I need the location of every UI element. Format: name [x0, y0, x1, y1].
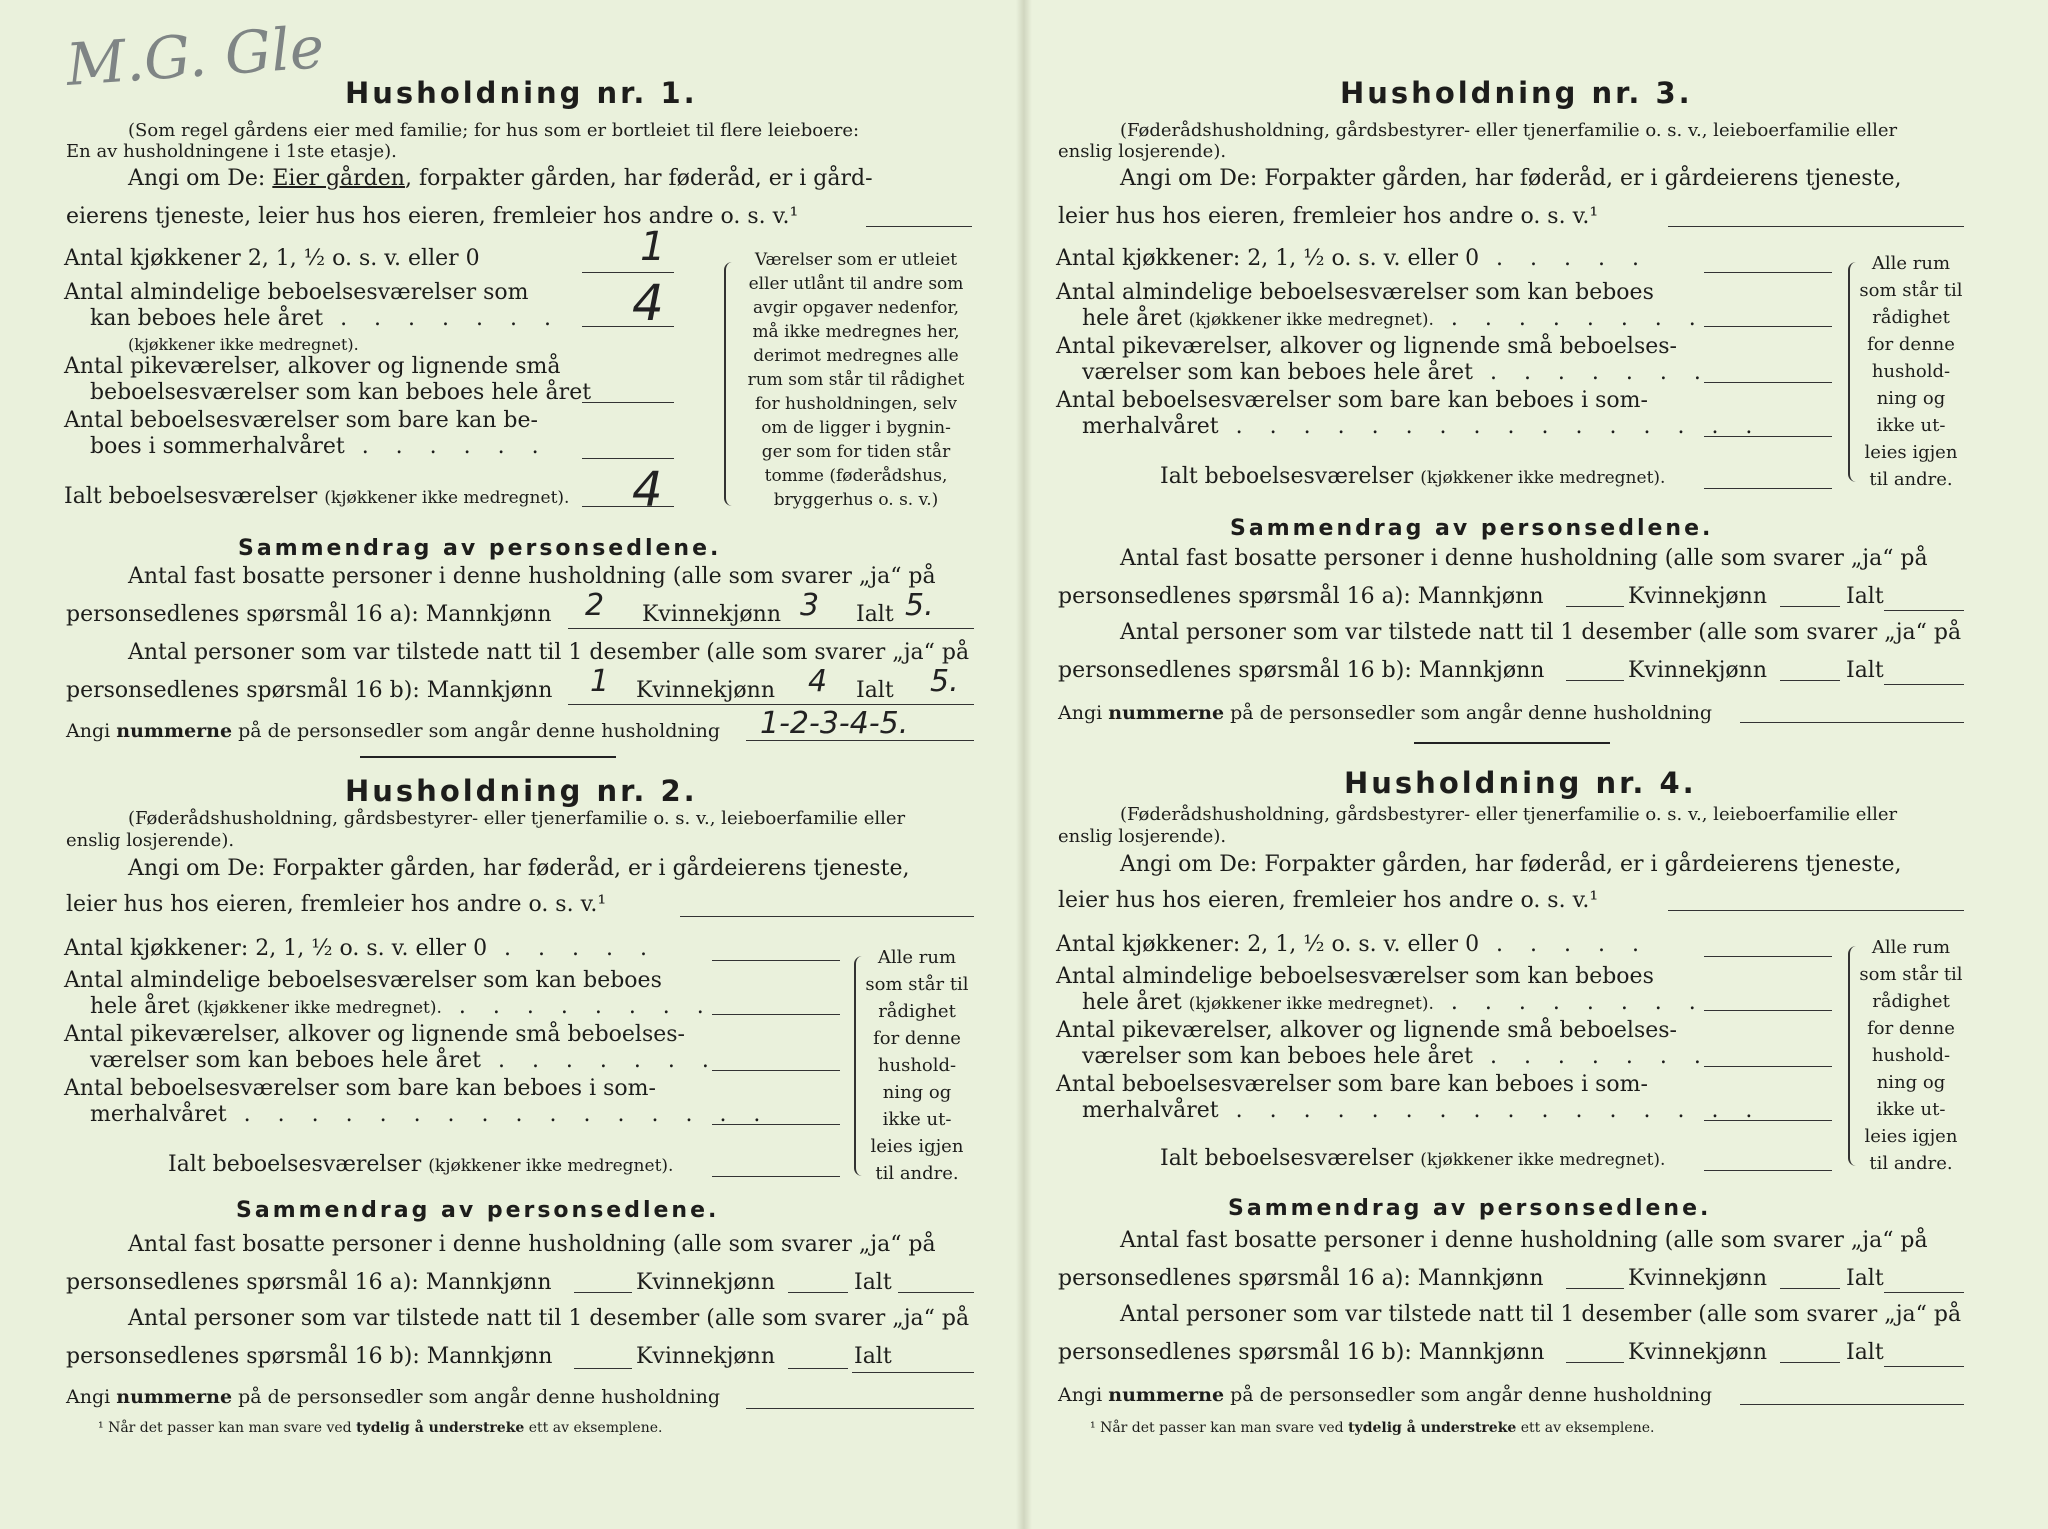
kvinnekjonn-label: Kvinnekjønn: [642, 602, 781, 627]
side-line: leies igjen: [1864, 442, 1958, 463]
answer-line: [1884, 1366, 1964, 1367]
kvinnekjonn-label: Kvinnekjønn: [1628, 658, 1767, 683]
household-4-ialt: [1160, 1146, 1665, 1171]
side-line: som står til: [865, 974, 969, 995]
kvinnekjonn-label: Kvinnekjønn: [1628, 584, 1767, 609]
num-label: Angi: [66, 720, 117, 742]
answer-line: [1704, 1066, 1832, 1067]
ialt-label: Ialt: [854, 1344, 892, 1369]
left-brace: [724, 262, 736, 506]
answer-line: [746, 1408, 974, 1409]
household-1-mann-16b: 1: [590, 664, 610, 699]
household-1-pike-line-1: Antal pikeværelser, alkover og lignende små: [64, 354, 561, 379]
answer-line: [1566, 1288, 1624, 1289]
side-line: eller utlånt til andre som: [748, 274, 964, 294]
household-1-s4: personsedlenes spørsmål 16 b): Mannkjønn: [66, 678, 553, 703]
kjokkener-label: Antal kjøkkener: 2, 1, ½ o. s. v. eller 0: [64, 936, 488, 961]
side-line: til andre.: [875, 1163, 959, 1184]
num-label: Angi: [1058, 702, 1109, 724]
side-line: Alle rum: [877, 947, 957, 968]
answer-line: [1704, 1120, 1832, 1121]
pike-label: værelser som kan beboes hele året: [1082, 360, 1473, 385]
ialt-label: Ialt: [1846, 658, 1884, 683]
household-2-s4: personsedlenes spørsmål 16 b): Mannkjønn: [66, 1344, 553, 1369]
household-3-summary-title: Sammendrag av personsedlene.: [1230, 516, 1714, 541]
household-4-s1: Antal fast bosatte personer i denne husholdning (alle som svarer „ja“ på: [1120, 1228, 1928, 1253]
household-3-pike-2: værelser som kan beboes hele året . . . . . . .: [1082, 360, 1711, 385]
household-4-alm-1: Antal almindelige beboelsesværelser som kan beboes: [1056, 964, 1654, 989]
household-2-pike-1: Antal pikeværelser, alkover og lignende små beboelses-: [64, 1022, 685, 1047]
ialt-label: Ialt: [856, 602, 894, 627]
side-line: for denne: [873, 1028, 961, 1049]
household-1-ialt-label: [64, 484, 569, 509]
footnote-bold: tydelig å understreke: [356, 1420, 525, 1436]
household-2-title: Husholdning nr. 2.: [345, 774, 698, 808]
ialt-label: Ialt: [1846, 1266, 1884, 1291]
household-1-summary-title: Sammendrag av personsedlene.: [238, 536, 722, 561]
household-1-note-1: (Som regel gårdens eier med familie; for hus som er bortleiet til flere leieboere:: [128, 120, 860, 141]
side-line: hushold-: [1871, 1045, 1951, 1066]
household-3-s1: Antal fast bosatte personer i denne husholdning (alle som svarer „ja“ på: [1120, 546, 1928, 571]
ialt-label: Ialt beboelsesværelser: [64, 484, 318, 509]
household-3-s3: Antal personer som var tilstede natt til 1 desember (alle som svarer „ja“ på: [1120, 620, 1962, 645]
household-4-alm-2: hele året (kjøkkener ikke medregnet). . . . . . . . .: [1082, 990, 1706, 1015]
household-4-somm-2: merhalvåret . . . . . . . . . . . . . . . .: [1082, 1098, 1763, 1123]
handwritten-stamp: M.G. Gle: [63, 13, 327, 99]
answer-line: [582, 326, 674, 327]
ialt-label: Ialt: [1846, 1340, 1884, 1365]
pike-label: værelser som kan beboes hele året: [1082, 1044, 1473, 1069]
answer-line: [1704, 436, 1832, 437]
household-3-angi-1: Angi om De: Forpakter gården, har føderåd, er i gårdeierens tjeneste,: [1120, 166, 1902, 191]
side-line: for denne: [1867, 334, 1955, 355]
alm-label: hele året: [1082, 990, 1182, 1015]
alm-label: hele året: [1082, 306, 1182, 331]
household-1-ialt-16b: 5.: [930, 664, 959, 699]
alm-label: hele året: [90, 994, 190, 1019]
side-line: ning og: [1876, 1072, 1946, 1093]
ialt-label: Ialt: [1846, 584, 1884, 609]
kvinnekjonn-label: Kvinnekjønn: [636, 678, 775, 703]
answer-line: [1780, 680, 1840, 681]
side-line: leies igjen: [870, 1136, 964, 1157]
footnote-bold: tydelig å understreke: [1348, 1420, 1517, 1436]
answer-line: [1566, 680, 1624, 681]
answer-line: [712, 1070, 840, 1071]
num-rest: på de personsedler som angår denne husholdning: [1224, 702, 1713, 724]
answer-line: [568, 704, 974, 705]
household-3-kjokkener: Antal kjøkkener: 2, 1, ½ o. s. v. eller 0 . . . . .: [1056, 246, 1649, 271]
left-footnote: [98, 1420, 662, 1436]
household-4-pike-1: Antal pikeværelser, alkover og lignende små beboelses-: [1056, 1018, 1677, 1043]
side-line: derimot medregnes alle: [753, 346, 959, 366]
ialt-label: Ialt beboelsesværelser: [1160, 1146, 1414, 1171]
answer-line: [574, 1292, 632, 1293]
household-2-ialt: [168, 1152, 673, 1177]
household-4-note-2: enslig losjerende).: [1058, 826, 1227, 847]
household-1-angi-line-2: eierens tjeneste, leier hus hos eieren, fremleier hos andre o. s. v.¹: [66, 204, 799, 229]
household-4-angi-1: Angi om De: Forpakter gården, har føderåd, er i gårdeierens tjeneste,: [1120, 852, 1902, 877]
household-3-s4: personsedlenes spørsmål 16 b): Mannkjønn: [1058, 658, 1545, 683]
household-1-somm-line-2: boes i sommerhalvåret . . . . . .: [90, 434, 549, 459]
alm-label: kan beboes hele året: [90, 306, 324, 331]
answer-line: [1780, 1362, 1840, 1363]
side-line: må ikke medregnes her,: [752, 322, 960, 342]
side-line: om de ligger i bygnin-: [761, 418, 951, 438]
side-line: bryggerhus o. s. v.): [773, 490, 939, 510]
household-2-somm-2: merhalvåret . . . . . . . . . . . . . . . .: [90, 1102, 771, 1127]
household-3-alm-2: hele året (kjøkkener ikke medregnet). . . . . . . . .: [1082, 306, 1706, 331]
side-line: rådighet: [1872, 307, 1950, 328]
num-bold: nummerne: [1108, 702, 1225, 724]
num-rest: på de personsedler som angår denne husholdning: [232, 1386, 721, 1408]
household-4-note-1: (Føderådshusholdning, gårdsbestyrer- eller tjenerfamilie o. s. v., leieboerfamilie eller: [1120, 804, 1898, 825]
side-line: for husholdningen, selv: [754, 394, 958, 414]
household-1-s1: Antal fast bosatte personer i denne husholdning (alle som svarer „ja“ på: [128, 564, 936, 589]
answer-line: [1884, 610, 1964, 611]
answer-line: [1566, 606, 1624, 607]
household-2-s3: Antal personer som var tilstede natt til 1 desember (alle som svarer „ja“ på: [128, 1306, 970, 1331]
household-4-title: Husholdning nr. 4.: [1344, 766, 1697, 800]
footnote-text: ¹ Når det passer kan man svare ved: [1090, 1420, 1349, 1436]
household-1-title: Husholdning nr. 1.: [345, 76, 698, 110]
household-2-note-2: enslig losjerende).: [66, 830, 235, 851]
household-3-somm-1: Antal beboelsesværelser som bare kan beboes i som-: [1056, 388, 1648, 413]
household-3-nummerne: [1058, 702, 1712, 724]
household-3-note-1: (Føderådshusholdning, gårdsbestyrer- eller tjenerfamilie o. s. v., leieboerfamilie eller: [1120, 120, 1898, 141]
alm-note: (kjøkkener ikke medregnet).: [196, 998, 442, 1018]
answer-line: [898, 1292, 974, 1293]
ialt-note: (kjøkkener ikke medregnet).: [428, 1156, 674, 1176]
household-1-s3: Antal personer som var tilstede natt til 1 desember (alle som svarer „ja“ på: [128, 640, 970, 665]
household-1-kvinne-16b: 4: [808, 664, 828, 699]
ialt-label: Ialt beboelsesværelser: [168, 1152, 422, 1177]
answer-line: [582, 458, 674, 459]
household-3-pike-1: Antal pikeværelser, alkover og lignende små beboelses-: [1056, 334, 1677, 359]
household-1-note-2: En av husholdningene i 1ste etasje).: [66, 141, 397, 162]
answer-line: [1704, 272, 1832, 273]
answer-line: [866, 226, 972, 227]
page-fold: [1016, 0, 1032, 1529]
answer-line: [1566, 1362, 1624, 1363]
household-2-side-note: [864, 944, 970, 1187]
side-line: hushold-: [877, 1055, 957, 1076]
answer-line: [712, 1176, 840, 1177]
num-label: Angi: [1058, 1384, 1109, 1406]
answer-line: [1704, 1170, 1832, 1171]
household-2-note-1: (Føderådshusholdning, gårdsbestyrer- eller tjenerfamilie o. s. v., leieboerfamilie eller: [128, 808, 906, 829]
household-2-pike-2: værelser som kan beboes hele året . . . . . . .: [90, 1048, 719, 1073]
household-2-s1: Antal fast bosatte personer i denne husholdning (alle som svarer „ja“ på: [128, 1232, 936, 1257]
side-line: Alle rum: [1871, 253, 1951, 274]
side-line: ikke ut-: [1876, 1099, 1946, 1120]
household-3-angi-2: leier hus hos eieren, fremleier hos andre o. s. v.¹: [1058, 204, 1599, 229]
household-1-angi-line-1: [128, 166, 873, 191]
answer-line: [582, 272, 674, 273]
ialt-label: Ialt: [856, 678, 894, 703]
answer-line: [1668, 226, 1964, 227]
side-line: ger som for tiden står: [761, 442, 951, 462]
household-4-nummerne: [1058, 1384, 1712, 1406]
household-1-somm-line-1: Antal beboelsesværelser som bare kan be-: [64, 408, 538, 433]
household-4-side-note: [1858, 934, 1964, 1177]
side-line: tomme (føderådshus,: [764, 466, 948, 486]
num-bold: nummerne: [116, 720, 233, 742]
household-4-s3: Antal personer som var tilstede natt til 1 desember (alle som svarer „ja“ på: [1120, 1302, 1962, 1327]
somm-label: merhalvåret: [1082, 1098, 1219, 1123]
household-4-somm-1: Antal beboelsesværelser som bare kan beboes i som-: [1056, 1072, 1648, 1097]
side-line: rum som står til rådighet: [747, 370, 965, 390]
side-line: som står til: [1859, 280, 1963, 301]
household-1-s2: [66, 602, 551, 627]
answer-line: [852, 1372, 974, 1373]
answer-line: [1740, 722, 1964, 723]
household-1-alm-value: 4: [632, 274, 664, 332]
alm-note: (kjøkkener ikke medregnet).: [1188, 310, 1434, 330]
household-4-kjokkener: Antal kjøkkener: 2, 1, ½ o. s. v. eller 0 . . . . .: [1056, 932, 1649, 957]
kvinnekjonn-label: Kvinnekjønn: [1628, 1340, 1767, 1365]
answer-line: [582, 402, 674, 403]
kjokkener-label: Antal kjøkkener: 2, 1, ½ o. s. v. eller 0: [1056, 932, 1480, 957]
household-1-nummerne: [66, 720, 720, 742]
answer-line: [1704, 488, 1832, 489]
kjokkener-label: Antal kjøkkener: 2, 1, ½ o. s. v. eller 0: [1056, 246, 1480, 271]
answer-line: [1884, 684, 1964, 685]
answer-line: [1704, 956, 1832, 957]
angi-rest: , forpakter gården, har føderåd, er i gård-: [404, 166, 873, 191]
household-2-somm-1: Antal beboelsesværelser som bare kan beboes i som-: [64, 1076, 656, 1101]
right-page: [1024, 0, 2048, 1529]
side-line: rådighet: [1872, 991, 1950, 1012]
household-3-note-2: enslig losjerende).: [1058, 141, 1227, 162]
household-2-summary-title: Sammendrag av personsedlene.: [236, 1198, 720, 1223]
household-1-ialt-value: 4: [632, 462, 663, 518]
side-line: avgir opgaver nedenfor,: [752, 298, 959, 318]
household-3-title: Husholdning nr. 3.: [1340, 76, 1693, 110]
household-2-angi-2: leier hus hos eieren, fremleier hos andre o. s. v.¹: [66, 892, 607, 917]
household-3-s2: personsedlenes spørsmål 16 a): Mannkjønn: [1058, 584, 1544, 609]
household-2-nummerne: [66, 1386, 720, 1408]
side-line: som står til: [1859, 964, 1963, 985]
household-4-angi-2: leier hus hos eieren, fremleier hos andre o. s. v.¹: [1058, 888, 1599, 913]
side-line: ikke ut-: [1876, 415, 1946, 436]
answer-line: [712, 1124, 840, 1125]
household-1-nummerne-value: 1-2-3-4-5.: [760, 706, 909, 741]
kvinnekjonn-label: Kvinnekjønn: [636, 1270, 775, 1295]
kvinnekjonn-label: Kvinnekjønn: [636, 1344, 775, 1369]
household-1-mann-16a: 2: [585, 588, 605, 623]
answer-line: [582, 506, 674, 507]
household-4-summary-title: Sammendrag av personsedlene.: [1228, 1196, 1712, 1221]
side-line: hushold-: [1871, 361, 1951, 382]
answer-line: [712, 960, 840, 961]
s2-label: personsedlenes spørsmål 16 a): Mannkjønn: [66, 602, 552, 627]
side-line: Værelser som er utleiet: [754, 250, 958, 270]
answer-line: [574, 1368, 632, 1369]
answer-line: [1668, 910, 1964, 911]
eier-garden-underlined: Eier gården: [272, 166, 405, 191]
somm-label: merhalvåret: [90, 1102, 227, 1127]
household-1-kjokkener-value: 1: [640, 224, 666, 270]
answer-line: [1704, 326, 1832, 327]
household-1-alm-note: (kjøkkener ikke medregnet).: [128, 335, 359, 354]
kvinnekjonn-label: Kvinnekjønn: [1628, 1266, 1767, 1291]
answer-line: [680, 916, 974, 917]
ialt-note: (kjøkkener ikke medregnet).: [1420, 468, 1666, 488]
ialt-label: Ialt: [854, 1270, 892, 1295]
household-2-s2: personsedlenes spørsmål 16 a): Mannkjønn: [66, 1270, 552, 1295]
somm-label: merhalvåret: [1082, 414, 1219, 439]
answer-line: [1740, 1404, 1964, 1405]
household-3-ialt: [1160, 464, 1665, 489]
footnote-text: ¹ Når det passer kan man svare ved: [98, 1420, 357, 1436]
section-separator: [360, 756, 616, 758]
household-1-alm-line-1: Antal almindelige beboelsesværelser som: [64, 280, 529, 305]
answer-line: [788, 1368, 848, 1369]
side-line: ning og: [882, 1082, 952, 1103]
household-3-side-note: [1858, 250, 1964, 493]
num-rest: på de personsedler som angår denne husholdning: [1224, 1384, 1713, 1406]
num-label: Angi: [66, 1386, 117, 1408]
household-2-kjokkener: Antal kjøkkener: 2, 1, ½ o. s. v. eller 0 . . . . .: [64, 936, 657, 961]
answer-line: [712, 1014, 840, 1015]
answer-line: [1780, 606, 1840, 607]
num-rest: på de personsedler som angår denne husholdning: [232, 720, 721, 742]
alm-note: (kjøkkener ikke medregnet).: [1188, 994, 1434, 1014]
household-2-alm-2: hele året (kjøkkener ikke medregnet). . . . . . . . .: [90, 994, 714, 1019]
side-line: ikke ut-: [882, 1109, 952, 1130]
num-bold: nummerne: [116, 1386, 233, 1408]
household-1-ialt-16a: 5.: [905, 588, 934, 623]
household-3-alm-1: Antal almindelige beboelsesværelser som kan beboes: [1056, 280, 1654, 305]
household-4-pike-2: værelser som kan beboes hele året . . . . . . .: [1082, 1044, 1711, 1069]
household-4-s4: personsedlenes spørsmål 16 b): Mannkjønn: [1058, 1340, 1545, 1365]
answer-line: [788, 1292, 848, 1293]
pike-label: værelser som kan beboes hele året: [90, 1048, 481, 1073]
side-line: ning og: [1876, 388, 1946, 409]
answer-line: [1884, 1292, 1964, 1293]
household-1-side-note: [736, 248, 976, 512]
side-line: Alle rum: [1871, 937, 1951, 958]
answer-line: [568, 628, 974, 629]
answer-line: [1780, 1288, 1840, 1289]
side-line: til andre.: [1869, 469, 1953, 490]
num-bold: nummerne: [1108, 1384, 1225, 1406]
section-separator: [1414, 742, 1610, 744]
side-line: rådighet: [878, 1001, 956, 1022]
side-line: for denne: [1867, 1018, 1955, 1039]
side-line: leies igjen: [1864, 1126, 1958, 1147]
footnote-rest: ett av eksemplene.: [1516, 1420, 1655, 1436]
ialt-note: (kjøkkener ikke medregnet).: [1420, 1150, 1666, 1170]
household-1-kvinne-16a: 3: [800, 588, 820, 623]
household-2-alm-1: Antal almindelige beboelsesværelser som kan beboes: [64, 968, 662, 993]
side-line: til andre.: [1869, 1153, 1953, 1174]
ialt-label: Ialt beboelsesværelser: [1160, 464, 1414, 489]
household-1-kjokkener-label: Antal kjøkkener 2, 1, ½ o. s. v. eller 0: [64, 246, 480, 271]
answer-line: [1704, 382, 1832, 383]
household-3-somm-2: merhalvåret . . . . . . . . . . . . . . . .: [1082, 414, 1763, 439]
household-4-s2: personsedlenes spørsmål 16 a): Mannkjønn: [1058, 1266, 1544, 1291]
household-1-pike-line-2: beboelsesværelser som kan beboes hele året: [90, 380, 592, 405]
right-footnote: [1090, 1420, 1654, 1436]
angi-label: Angi om De:: [128, 166, 273, 191]
answer-line: [746, 740, 974, 741]
household-1-alm-line-2: kan beboes hele året . . . . . . .: [90, 306, 561, 331]
household-2-angi-1: Angi om De: Forpakter gården, har føderåd, er i gårdeierens tjeneste,: [128, 856, 910, 881]
footnote-rest: ett av eksemplene.: [524, 1420, 663, 1436]
somm-label: boes i sommerhalvåret: [90, 434, 345, 459]
ialt-note: (kjøkkener ikke medregnet).: [324, 488, 570, 508]
answer-line: [1704, 1010, 1832, 1011]
